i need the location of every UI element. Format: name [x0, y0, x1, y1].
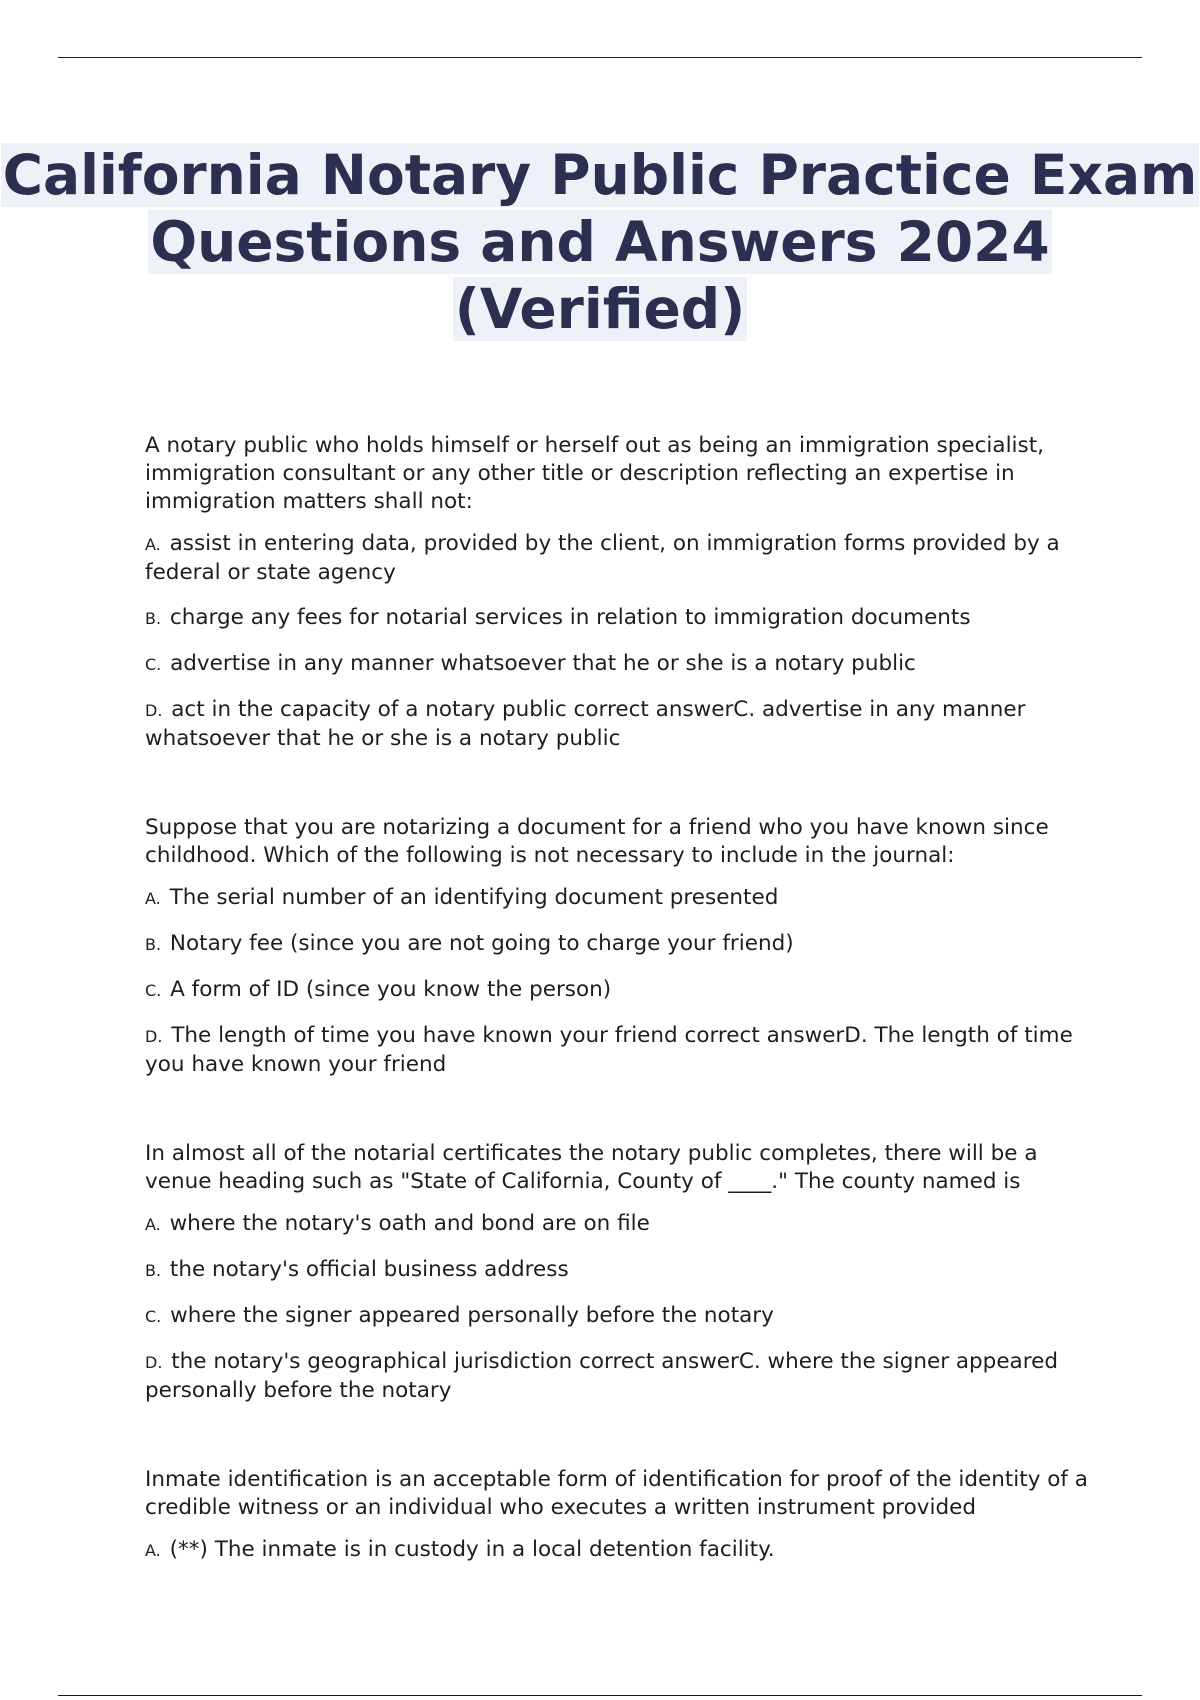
title-block — [0, 142, 1200, 343]
question-text: In almost all of the notarial certificates the notary public completes, there will be a venue heading such as "State of California, County of ____." The county named is — [145, 1141, 1038, 1194]
option-text: act in the capacity of a notary public correct answerC. advertise in any manner whatsoever that he or she is a notary public — [145, 697, 1026, 751]
option-d — [145, 1348, 1095, 1405]
option-letter: A. — [145, 535, 161, 554]
option-letter: D. — [145, 1353, 163, 1372]
option-text: The length of time you have known your friend correct answerD. The length of time you have known your friend — [145, 1023, 1073, 1077]
option-b — [145, 604, 1095, 633]
question-2 — [145, 814, 1095, 1079]
question-text: A notary public who holds himself or herself out as being an immigration specialist, immigration consultant or any other title or description reflecting an expertise in immigration matters shall not: — [145, 433, 1044, 514]
option-text: the notary's geographical jurisdiction correct answerC. where the signer appeared personally before the notary — [145, 1349, 1058, 1403]
option-letter: B. — [145, 935, 162, 954]
top-rule — [58, 57, 1142, 58]
question-text: Inmate identification is an acceptable form of identification for proof of the identity of a credible witness or an individual who executes a written instrument provided — [145, 1467, 1088, 1520]
option-text: assist in entering data, provided by the client, on immigration forms provided by a federal or state agency — [145, 531, 1060, 585]
option-a — [145, 884, 1095, 913]
option-letter: B. — [145, 609, 162, 628]
bottom-rule — [58, 1695, 1142, 1696]
option-letter: C. — [145, 1307, 162, 1326]
option-text: charge any fees for notarial services in relation to immigration documents — [169, 605, 971, 630]
question-3 — [145, 1140, 1095, 1405]
option-a — [145, 1210, 1095, 1239]
option-letter: A. — [145, 1215, 161, 1234]
option-a — [145, 530, 1095, 587]
option-a — [145, 1536, 1095, 1565]
document-title: California Notary Public Practice Exam Questions and Answers 2024 (Verified) — [2, 143, 1198, 341]
question-4 — [145, 1466, 1095, 1565]
question-list — [145, 432, 1095, 1626]
option-letter: C. — [145, 981, 162, 1000]
option-c — [145, 976, 1095, 1005]
option-d — [145, 696, 1095, 753]
option-b — [145, 1256, 1095, 1285]
option-text: where the notary's oath and bond are on file — [169, 1211, 650, 1236]
question-1 — [145, 432, 1095, 753]
option-text: advertise in any manner whatsoever that he or she is a notary public — [170, 651, 916, 676]
option-text: Notary fee (since you are not going to charge your friend) — [169, 931, 794, 956]
option-letter: A. — [145, 889, 161, 908]
option-text: the notary's official business address — [169, 1257, 569, 1282]
option-letter: D. — [145, 1027, 163, 1046]
option-letter: D. — [145, 701, 163, 720]
option-d — [145, 1022, 1095, 1079]
option-text: where the signer appeared personally before the notary — [170, 1303, 774, 1328]
option-c — [145, 1302, 1095, 1331]
option-c — [145, 650, 1095, 679]
option-text: The serial number of an identifying document presented — [169, 885, 779, 910]
option-letter: A. — [145, 1541, 161, 1560]
question-text: Suppose that you are notarizing a document for a friend who you have known since childhood. Which of the following is not necessary to include in the journal: — [145, 815, 1049, 868]
option-text: (**) The inmate is in custody in a local detention facility. — [169, 1537, 775, 1562]
option-letter: B. — [145, 1261, 162, 1280]
option-letter: C. — [145, 655, 162, 674]
option-b — [145, 930, 1095, 959]
option-text: A form of ID (since you know the person) — [170, 977, 612, 1002]
